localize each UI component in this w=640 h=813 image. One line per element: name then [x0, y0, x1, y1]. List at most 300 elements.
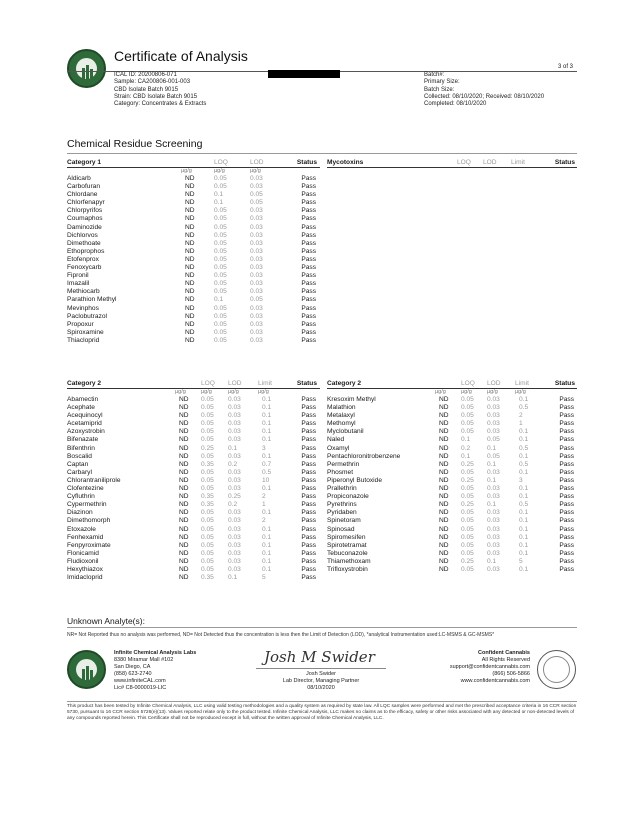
limit: 0.1 [262, 557, 272, 565]
table-row [67, 183, 320, 191]
status: Pass [301, 336, 316, 344]
table-row [67, 420, 320, 428]
loq: 0.05 [461, 412, 474, 420]
result: ND [439, 493, 449, 501]
table-row [67, 396, 320, 404]
limit: 0.7 [262, 460, 272, 468]
status: Pass [301, 280, 316, 288]
limit: 0.1 [262, 565, 272, 573]
limit: 3 [519, 476, 523, 484]
loq: 0.05 [201, 396, 214, 403]
client-phone: (866) 506-5866 [492, 671, 530, 677]
footnote: NR= Not Reported thus no analysis was performed, ND= Not Detected thus the concentration is less then the Limit of Detection (LOD), *analytical Instrumentation used:LC-MSMS & GC-MSMS* [67, 632, 495, 638]
status: Pass [559, 420, 574, 428]
status: Pass [559, 412, 574, 420]
analyte: Acetamiprid [67, 420, 102, 428]
result: ND [439, 460, 449, 468]
status: Pass [301, 396, 316, 403]
status: Pass [559, 549, 574, 557]
analyte: Malathion [327, 404, 356, 412]
limit: 0.1 [519, 468, 529, 476]
analyte: Bifenthrin [67, 444, 95, 452]
status: Pass [301, 574, 316, 582]
lab-name: Infinite Chemical Analysis Labs [114, 650, 197, 656]
lod: 0.1 [487, 460, 497, 468]
page-number: 3 of 3 [558, 64, 574, 70]
status: Pass [301, 288, 316, 296]
table-row [327, 420, 577, 428]
analyte: Fenhexamid [67, 533, 104, 541]
analyte: Propoxur [67, 320, 94, 328]
table-row [67, 574, 320, 582]
lab-logo [67, 49, 106, 88]
lod: 0.03 [487, 525, 500, 533]
loq: 0.05 [461, 525, 474, 533]
analyte: Pentachloronitrobenzene [327, 452, 401, 460]
analyte: Spirotetramat [327, 541, 367, 549]
analyte: Propiconazole [327, 493, 369, 501]
status: Pass [559, 452, 574, 460]
limit: 0.1 [262, 412, 272, 420]
table-row [327, 404, 577, 412]
analyte: Dimethoate [67, 239, 101, 247]
result: ND [439, 517, 449, 525]
analyte: Abamectin [67, 396, 99, 403]
limit: 2 [262, 493, 266, 501]
table-row [67, 264, 320, 272]
sample-info [114, 72, 206, 108]
table-row [327, 550, 577, 558]
lod: 0.03 [250, 215, 263, 223]
result: ND [179, 452, 189, 460]
lod: 0.03 [228, 436, 241, 444]
client-email[interactable]: support@confidentcannabis.com [449, 664, 530, 670]
loq: 0.35 [201, 460, 214, 468]
analyte: Thiamethoxam [327, 557, 371, 565]
lod: 0.03 [487, 420, 500, 428]
result: ND [179, 485, 189, 493]
analyte: Captan [67, 460, 89, 468]
lod: 0.1 [487, 476, 497, 484]
result: ND [185, 247, 195, 255]
loq: 0.05 [461, 517, 474, 525]
limit: 1 [519, 420, 523, 428]
analyte: Fenpyroximate [67, 541, 111, 549]
status: Pass [559, 485, 574, 493]
table-row [327, 526, 577, 534]
result: ND [439, 396, 449, 403]
status: Pass [301, 501, 316, 509]
loq: 0.1 [461, 436, 471, 444]
col-limit: Limit [258, 380, 272, 387]
analyte: Spiromesifen [327, 533, 366, 541]
lod: 0.03 [228, 525, 241, 533]
lod: 0.03 [250, 255, 263, 263]
limit: 5 [519, 557, 523, 565]
analyte: Methiocarb [67, 288, 100, 296]
result: ND [179, 412, 189, 420]
loq: 0.05 [461, 396, 474, 403]
limit: 1 [262, 501, 266, 509]
lod: 0.03 [487, 549, 500, 557]
analyte: Carbaryl [67, 468, 92, 476]
loq: 0.05 [214, 239, 227, 247]
lab-website[interactable]: www.infiniteCAL.com [114, 678, 166, 684]
analyte: Aldicarb [67, 175, 91, 182]
limit: 0.1 [262, 436, 272, 444]
limit: 0.5 [519, 501, 529, 509]
rows [67, 396, 320, 582]
loq: 0.35 [201, 501, 214, 509]
loq: 0.05 [201, 452, 214, 460]
lod: 0.1 [228, 444, 238, 452]
result: ND [179, 541, 189, 549]
status: Pass [301, 476, 316, 484]
result: ND [439, 565, 449, 573]
limit: 0.1 [519, 509, 529, 517]
result: ND [179, 517, 189, 525]
loq: 0.05 [201, 476, 214, 484]
status: Pass [301, 239, 316, 247]
limit: 0.1 [262, 533, 272, 541]
unknown-analytes-title: Unknown Analyte(s): [67, 616, 145, 626]
lod: 0.03 [487, 412, 500, 420]
table-row [327, 534, 577, 542]
result: ND [439, 476, 449, 484]
status: Pass [301, 183, 316, 191]
lod: 0.05 [487, 436, 500, 444]
table-row [67, 485, 320, 493]
limit: 0.1 [519, 517, 529, 525]
loq: 0.25 [461, 476, 474, 484]
table-header [327, 380, 577, 389]
status: Pass [301, 199, 316, 207]
loq: 0.35 [201, 493, 214, 501]
status: Pass [559, 525, 574, 533]
lod: 0.03 [228, 541, 241, 549]
table-row [67, 501, 320, 509]
loq: 0.05 [201, 541, 214, 549]
loq: 0.05 [214, 215, 227, 223]
limit: 0.5 [519, 460, 529, 468]
lab-address [114, 650, 196, 692]
lod: 0.05 [487, 452, 500, 460]
unit: µg/g [250, 168, 261, 174]
lod: 0.03 [228, 420, 241, 428]
table-row [67, 280, 320, 288]
table-row [327, 396, 577, 404]
units-row [327, 389, 577, 396]
category2-left-table [67, 380, 320, 582]
category1-table [67, 159, 320, 345]
analyte: Carbofuran [67, 183, 100, 191]
loq: 0.05 [214, 336, 227, 344]
lod: 0.03 [228, 404, 241, 412]
result: ND [439, 436, 449, 444]
table-row [67, 288, 320, 296]
batch-number: Batch#: [424, 72, 445, 78]
table-row [327, 469, 577, 477]
result: ND [185, 296, 195, 304]
analyte: Spiroxamine [67, 328, 104, 336]
limit: 0.5 [262, 468, 272, 476]
status: Pass [301, 549, 316, 557]
table-title: Mycotoxins [327, 159, 364, 166]
lod: 0.03 [250, 320, 263, 328]
status: Pass [301, 264, 316, 272]
lod: 0.03 [228, 412, 241, 420]
status: Pass [301, 255, 316, 263]
result: ND [185, 288, 195, 296]
loq: 0.05 [214, 231, 227, 239]
loq: 0.05 [214, 288, 227, 296]
signer-block [256, 671, 386, 692]
loq: 0.05 [201, 420, 214, 428]
analyte: Permethrin [327, 460, 360, 468]
table-row [67, 469, 320, 477]
result: ND [179, 420, 189, 428]
table-row [67, 224, 320, 232]
analyte: Cypermethrin [67, 501, 107, 509]
limit: 0.1 [262, 452, 272, 460]
loq: 0.05 [201, 509, 214, 517]
analyte: Fenoxycarb [67, 264, 102, 272]
lod: 0.03 [487, 517, 500, 525]
status: Pass [559, 565, 574, 573]
lod: 0.03 [250, 207, 263, 215]
result: ND [185, 175, 195, 182]
analyte: Imidacloprid [67, 574, 103, 582]
status: Pass [301, 328, 316, 336]
status: Pass [301, 444, 316, 452]
status: Pass [301, 320, 316, 328]
table-row [67, 509, 320, 517]
analyte: Piperonyl Butoxide [327, 476, 382, 484]
table-title: Category 2 [327, 380, 362, 387]
table-row [67, 542, 320, 550]
signer-title: Lab Director, Managing Partner [282, 678, 360, 684]
result: ND [185, 328, 195, 336]
lod: 0.03 [228, 452, 241, 460]
unit: µg/g [228, 389, 239, 395]
lod: 0.05 [250, 191, 263, 199]
result: ND [179, 468, 189, 476]
analyte: Parathion Methyl [67, 296, 117, 304]
table-row [67, 412, 320, 420]
loq: 0.25 [461, 557, 474, 565]
result: ND [185, 320, 195, 328]
lod: 0.2 [228, 501, 238, 509]
loq: 0.05 [214, 183, 227, 191]
loq: 0.05 [214, 328, 227, 336]
unit: µg/g [258, 389, 269, 395]
analyte: Tebuconazole [327, 549, 368, 557]
result: ND [185, 231, 195, 239]
status: Pass [301, 541, 316, 549]
loq: 0.05 [461, 420, 474, 428]
unit: µg/g [515, 389, 526, 395]
analyte: Chlorpyrifos [67, 207, 103, 215]
loq: 0.05 [201, 533, 214, 541]
loq: 0.05 [201, 549, 214, 557]
page-title: Certificate of Analysis [114, 48, 248, 64]
result: ND [179, 565, 189, 573]
analyte: Paclobutrazol [67, 312, 107, 320]
loq: 0.05 [214, 280, 227, 288]
col-lod: LOD [250, 159, 264, 166]
status: Pass [301, 215, 316, 223]
units-row [67, 168, 320, 175]
status: Pass [301, 557, 316, 565]
lab-street: 8380 Miramar Mall #102 [114, 657, 174, 663]
analyte: Ethoprophos [67, 247, 105, 255]
table-header [67, 159, 320, 168]
result: ND [179, 525, 189, 533]
analyte: Chlorfenapyr [67, 199, 105, 207]
loq: 0.05 [461, 404, 474, 412]
col-loq: LOQ [461, 380, 475, 387]
table-row [67, 517, 320, 525]
limit: 0.1 [262, 525, 272, 533]
status: Pass [559, 493, 574, 501]
unit: µg/g [487, 389, 498, 395]
result: ND [439, 509, 449, 517]
analyte: Hexythiazox [67, 565, 103, 573]
result: ND [179, 509, 189, 517]
col-status: Status [554, 159, 575, 166]
signature-script: Josh M Swider [264, 648, 375, 666]
lod: 0.1 [487, 501, 497, 509]
lod: 0.05 [250, 199, 263, 207]
lod: 0.03 [228, 485, 241, 493]
category: Category: Concentrates & Extracts [114, 101, 207, 108]
analyte: Chlorantraniliprole [67, 476, 121, 484]
col-lod: LOD [483, 159, 497, 166]
lab-license: Lic# C8-0000019-LIC [114, 685, 167, 691]
table-title: Category 1 [67, 159, 102, 166]
limit: 0.1 [262, 549, 272, 557]
loq: 0.05 [201, 525, 214, 533]
loq: 0.05 [461, 493, 474, 501]
status: Pass [301, 412, 316, 420]
table-row [67, 493, 320, 501]
result: ND [179, 396, 189, 403]
status: Pass [559, 541, 574, 549]
table-row [67, 272, 320, 280]
lod: 0.03 [250, 280, 263, 288]
col-loq: LOQ [201, 380, 215, 387]
table-row [67, 453, 320, 461]
table-row [67, 526, 320, 534]
analyte: Azoxystrobin [67, 428, 105, 436]
table-row [67, 175, 320, 183]
limit: 0.1 [262, 404, 272, 412]
limit: 3 [262, 444, 266, 452]
result: ND [185, 272, 195, 280]
limit: 2 [262, 517, 266, 525]
result: ND [439, 525, 449, 533]
loq: 0.1 [214, 296, 224, 304]
limit: 0.5 [519, 444, 529, 452]
table-row [67, 461, 320, 469]
rows [67, 175, 320, 345]
status: Pass [301, 207, 316, 215]
lab-phone: (858) 623-2740 [114, 671, 152, 677]
status: Pass [301, 517, 316, 525]
result: ND [179, 436, 189, 444]
col-status: Status [296, 380, 317, 387]
analyte: Daminozide [67, 223, 102, 231]
status: Pass [559, 460, 574, 468]
limit: 0.1 [519, 428, 529, 436]
units-row [67, 389, 320, 396]
lod: 0.03 [228, 533, 241, 541]
unit: µg/g [461, 389, 472, 395]
analyte: Boscalid [67, 452, 92, 460]
client-website[interactable]: www.confidentcannabis.com [460, 678, 530, 684]
result: ND [185, 223, 195, 231]
result: ND [185, 255, 195, 263]
table-row [67, 321, 320, 329]
table-header [327, 159, 577, 168]
batch-size: Batch Size: [424, 86, 455, 93]
analyte: Coumaphos [67, 215, 103, 223]
lod: 0.03 [250, 288, 263, 296]
status: Pass [301, 175, 316, 182]
mycotoxins-table [327, 159, 577, 168]
result: ND [185, 183, 195, 191]
lod: 0.03 [228, 565, 241, 573]
status: Pass [301, 509, 316, 517]
lod: 0.03 [487, 509, 500, 517]
lod: 0.03 [487, 468, 500, 476]
confident-cannabis-seal-icon [537, 650, 576, 689]
analyte: Flonicamid [67, 549, 99, 557]
table-header [67, 380, 320, 389]
loq: 0.05 [214, 320, 227, 328]
analyte: Naled [327, 436, 345, 444]
col-limit: Limit [511, 159, 525, 166]
result: ND [179, 460, 189, 468]
lab-city: San Diego, CA [114, 664, 151, 670]
loq: 0.25 [201, 444, 214, 452]
lod: 0.03 [228, 476, 241, 484]
limit: 0.1 [519, 396, 529, 403]
loq: 0.05 [461, 428, 474, 436]
result: ND [179, 549, 189, 557]
loq: 0.2 [461, 444, 471, 452]
table-row [67, 436, 320, 444]
limit: 0.1 [262, 485, 272, 493]
result: ND [185, 215, 195, 223]
lod: 0.03 [228, 557, 241, 565]
limit: 10 [262, 476, 270, 484]
analyte: Spinetoram [327, 517, 361, 525]
analyte: Metalaxyl [327, 412, 355, 420]
status: Pass [301, 525, 316, 533]
loq: 0.1 [214, 191, 224, 199]
limit: 0.1 [262, 396, 272, 403]
loq: 0.25 [461, 460, 474, 468]
col-lod: LOD [487, 380, 501, 387]
loq: 0.05 [214, 312, 227, 320]
col-status: Status [296, 159, 317, 166]
status: Pass [301, 485, 316, 493]
table-title: Category 2 [67, 380, 102, 387]
unit: µg/g [201, 389, 212, 395]
loq: 0.05 [201, 517, 214, 525]
lod: 0.03 [228, 517, 241, 525]
